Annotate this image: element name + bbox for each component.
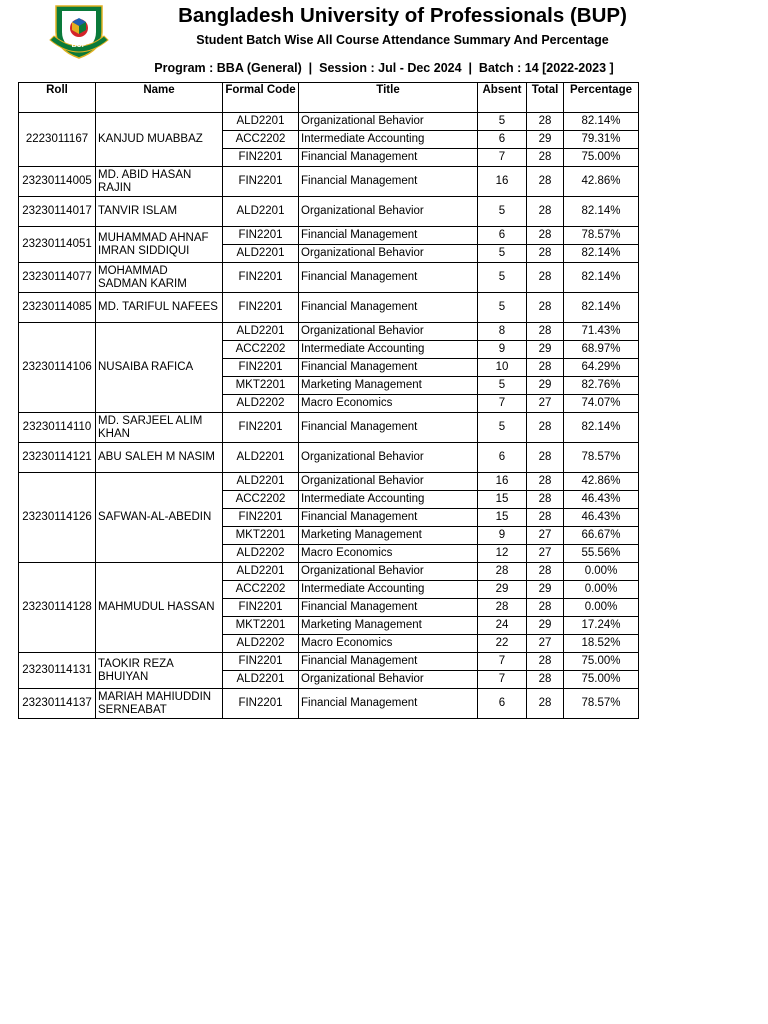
roll-cell: 2223011167 (19, 113, 96, 167)
absent-cell: 15 (478, 491, 527, 509)
formal-code-cell: ALD2201 (223, 197, 299, 227)
total-cell: 28 (527, 413, 564, 443)
column-header-title: Title (299, 83, 478, 113)
roll-cell: 23230114110 (19, 413, 96, 443)
title-cell: Intermediate Accounting (299, 341, 478, 359)
table-row (19, 689, 639, 719)
title-cell: Intermediate Accounting (299, 581, 478, 599)
percentage-cell: 82.14% (564, 413, 639, 443)
name-cell: MARIAH MAHIUDDIN SERNEABAT (96, 689, 223, 719)
name-cell: MD. ABID HASAN RAJIN (96, 167, 223, 197)
roll-cell: 23230114085 (19, 293, 96, 323)
title-cell: Organizational Behavior (299, 671, 478, 689)
absent-cell: 9 (478, 527, 527, 545)
percentage-cell: 78.57% (564, 689, 639, 719)
table-row (19, 113, 639, 131)
roll-cell: 23230114077 (19, 263, 96, 293)
absent-cell: 8 (478, 323, 527, 341)
title-cell: Organizational Behavior (299, 443, 478, 473)
column-header-absent: Absent (478, 83, 527, 113)
roll-cell: 23230114131 (19, 653, 96, 689)
percentage-cell: 0.00% (564, 563, 639, 581)
total-cell: 28 (527, 443, 564, 473)
absent-cell: 6 (478, 131, 527, 149)
formal-code-cell: FIN2201 (223, 359, 299, 377)
absent-cell: 5 (478, 113, 527, 131)
title-cell: Marketing Management (299, 617, 478, 635)
percentage-cell: 82.14% (564, 245, 639, 263)
table-body (19, 113, 639, 719)
percentage-cell: 0.00% (564, 599, 639, 617)
absent-cell: 12 (478, 545, 527, 563)
absent-cell: 7 (478, 653, 527, 671)
formal-code-cell: FIN2201 (223, 227, 299, 245)
formal-code-cell: FIN2201 (223, 167, 299, 197)
absent-cell: 16 (478, 167, 527, 197)
percentage-cell: 78.57% (564, 443, 639, 473)
percentage-cell: 82.14% (564, 113, 639, 131)
percentage-cell: 78.57% (564, 227, 639, 245)
table-row (19, 293, 639, 323)
absent-cell: 28 (478, 563, 527, 581)
absent-cell: 10 (478, 359, 527, 377)
roll-cell: 23230114128 (19, 563, 96, 653)
table-row (19, 563, 639, 581)
title-cell: Financial Management (299, 227, 478, 245)
name-cell: TAOKIR REZA BHUIYAN (96, 653, 223, 689)
absent-cell: 16 (478, 473, 527, 491)
name-cell: MAHMUDUL HASSAN (96, 563, 223, 653)
percentage-cell: 82.14% (564, 197, 639, 227)
total-cell: 28 (527, 359, 564, 377)
table-row (19, 413, 639, 443)
absent-cell: 5 (478, 263, 527, 293)
name-cell: NUSAIBA RAFICA (96, 323, 223, 413)
name-cell: KANJUD MUABBAZ (96, 113, 223, 167)
total-cell: 28 (527, 323, 564, 341)
percentage-cell: 75.00% (564, 671, 639, 689)
formal-code-cell: FIN2201 (223, 413, 299, 443)
percentage-cell: 46.43% (564, 509, 639, 527)
absent-cell: 5 (478, 377, 527, 395)
total-cell: 29 (527, 377, 564, 395)
roll-cell: 23230114017 (19, 197, 96, 227)
absent-cell: 24 (478, 617, 527, 635)
formal-code-cell: ACC2202 (223, 341, 299, 359)
absent-cell: 5 (478, 245, 527, 263)
title-cell: Organizational Behavior (299, 323, 478, 341)
percentage-cell: 79.31% (564, 131, 639, 149)
column-header-name: Name (96, 83, 223, 113)
title-cell: Organizational Behavior (299, 473, 478, 491)
title-cell: Financial Management (299, 293, 478, 323)
formal-code-cell: ALD2201 (223, 563, 299, 581)
title-cell: Intermediate Accounting (299, 491, 478, 509)
percentage-cell: 74.07% (564, 395, 639, 413)
university-name: Bangladesh University of Professionals (BUP) (178, 4, 627, 27)
formal-code-cell: ALD2201 (223, 245, 299, 263)
roll-cell: 23230114106 (19, 323, 96, 413)
name-cell: MOHAMMAD SADMAN KARIM (96, 263, 223, 293)
roll-cell: 23230114121 (19, 443, 96, 473)
title-cell: Financial Management (299, 653, 478, 671)
percentage-cell: 75.00% (564, 653, 639, 671)
roll-cell: 23230114051 (19, 227, 96, 263)
percentage-cell: 66.67% (564, 527, 639, 545)
formal-code-cell: ALD2202 (223, 395, 299, 413)
formal-code-cell: ALD2201 (223, 671, 299, 689)
absent-cell: 7 (478, 149, 527, 167)
percentage-cell: 17.24% (564, 617, 639, 635)
title-cell: Organizational Behavior (299, 113, 478, 131)
total-cell: 28 (527, 197, 564, 227)
name-cell: TANVIR ISLAM (96, 197, 223, 227)
absent-cell: 28 (478, 599, 527, 617)
absent-cell: 29 (478, 581, 527, 599)
total-cell: 29 (527, 581, 564, 599)
formal-code-cell: ALD2201 (223, 323, 299, 341)
total-cell: 27 (527, 527, 564, 545)
table-row (19, 443, 639, 473)
bup-logo (48, 2, 110, 60)
table-row (19, 263, 639, 293)
percentage-cell: 55.56% (564, 545, 639, 563)
percentage-cell: 46.43% (564, 491, 639, 509)
total-cell: 28 (527, 113, 564, 131)
absent-cell: 6 (478, 443, 527, 473)
table-row (19, 653, 639, 671)
total-cell: 29 (527, 341, 564, 359)
attendance-table (18, 82, 639, 719)
total-cell: 29 (527, 131, 564, 149)
table-row (19, 227, 639, 245)
total-cell: 28 (527, 671, 564, 689)
formal-code-cell: FIN2201 (223, 689, 299, 719)
formal-code-cell: ACC2202 (223, 131, 299, 149)
total-cell: 28 (527, 293, 564, 323)
total-cell: 28 (527, 509, 564, 527)
total-cell: 27 (527, 545, 564, 563)
roll-cell: 23230114137 (19, 689, 96, 719)
percentage-cell: 42.86% (564, 167, 639, 197)
column-header-percentage: Percentage (564, 83, 639, 113)
title-cell: Organizational Behavior (299, 197, 478, 227)
formal-code-cell: FIN2201 (223, 653, 299, 671)
formal-code-cell: ALD2201 (223, 443, 299, 473)
table-row (19, 167, 639, 197)
percentage-cell: 82.14% (564, 293, 639, 323)
title-cell: Macro Economics (299, 635, 478, 653)
percentage-cell: 0.00% (564, 581, 639, 599)
total-cell: 28 (527, 227, 564, 245)
percentage-cell: 42.86% (564, 473, 639, 491)
title-cell: Organizational Behavior (299, 245, 478, 263)
formal-code-cell: MKT2201 (223, 377, 299, 395)
total-cell: 28 (527, 491, 564, 509)
absent-cell: 9 (478, 341, 527, 359)
absent-cell: 6 (478, 689, 527, 719)
name-cell: MD. TARIFUL NAFEES (96, 293, 223, 323)
total-cell: 28 (527, 653, 564, 671)
formal-code-cell: ACC2202 (223, 491, 299, 509)
absent-cell: 22 (478, 635, 527, 653)
percentage-cell: 75.00% (564, 149, 639, 167)
total-cell: 27 (527, 635, 564, 653)
title-cell: Financial Management (299, 509, 478, 527)
percentage-cell: 82.14% (564, 263, 639, 293)
title-cell: Financial Management (299, 263, 478, 293)
name-cell: MUHAMMAD AHNAF IMRAN SIDDIQUI (96, 227, 223, 263)
formal-code-cell: FIN2201 (223, 149, 299, 167)
formal-code-cell: ALD2202 (223, 545, 299, 563)
formal-code-cell: ALD2202 (223, 635, 299, 653)
formal-code-cell: ALD2201 (223, 113, 299, 131)
total-cell: 28 (527, 599, 564, 617)
title-cell: Financial Management (299, 413, 478, 443)
percentage-cell: 71.43% (564, 323, 639, 341)
title-cell: Macro Economics (299, 395, 478, 413)
program-line: Program : BBA (General) | Session : Jul - Dec 2024 | Batch : 14 [2022-2023 ] (154, 61, 614, 75)
table-row (19, 323, 639, 341)
logo-text: BUP (71, 42, 87, 49)
total-cell: 28 (527, 563, 564, 581)
formal-code-cell: ALD2201 (223, 473, 299, 491)
column-header-roll: Roll (19, 83, 96, 113)
formal-code-cell: FIN2201 (223, 293, 299, 323)
absent-cell: 6 (478, 227, 527, 245)
column-header-total: Total (527, 83, 564, 113)
absent-cell: 5 (478, 413, 527, 443)
title-cell: Intermediate Accounting (299, 131, 478, 149)
percentage-cell: 64.29% (564, 359, 639, 377)
formal-code-cell: MKT2201 (223, 527, 299, 545)
title-cell: Financial Management (299, 359, 478, 377)
percentage-cell: 18.52% (564, 635, 639, 653)
title-cell: Macro Economics (299, 545, 478, 563)
absent-cell: 5 (478, 293, 527, 323)
formal-code-cell: MKT2201 (223, 617, 299, 635)
title-cell: Marketing Management (299, 527, 478, 545)
name-cell: SAFWAN-AL-ABEDIN (96, 473, 223, 563)
title-cell: Organizational Behavior (299, 563, 478, 581)
table-header-row (19, 83, 639, 113)
total-cell: 28 (527, 473, 564, 491)
name-cell: ABU SALEH M NASIM (96, 443, 223, 473)
table-row (19, 473, 639, 491)
total-cell: 28 (527, 689, 564, 719)
total-cell: 29 (527, 617, 564, 635)
total-cell: 27 (527, 395, 564, 413)
formal-code-cell: FIN2201 (223, 599, 299, 617)
title-cell: Financial Management (299, 599, 478, 617)
percentage-cell: 82.76% (564, 377, 639, 395)
title-cell: Financial Management (299, 149, 478, 167)
percentage-cell: 68.97% (564, 341, 639, 359)
table-row (19, 197, 639, 227)
report-title: Student Batch Wise All Course Attendance Summary And Percentage (196, 33, 609, 47)
absent-cell: 7 (478, 395, 527, 413)
column-header-formal-code: Formal Code (223, 83, 299, 113)
absent-cell: 5 (478, 197, 527, 227)
title-cell: Financial Management (299, 689, 478, 719)
title-cell: Financial Management (299, 167, 478, 197)
absent-cell: 15 (478, 509, 527, 527)
absent-cell: 7 (478, 671, 527, 689)
title-cell: Marketing Management (299, 377, 478, 395)
total-cell: 28 (527, 167, 564, 197)
formal-code-cell: FIN2201 (223, 263, 299, 293)
formal-code-cell: ACC2202 (223, 581, 299, 599)
total-cell: 28 (527, 149, 564, 167)
roll-cell: 23230114126 (19, 473, 96, 563)
name-cell: MD. SARJEEL ALIM KHAN (96, 413, 223, 443)
formal-code-cell: FIN2201 (223, 509, 299, 527)
total-cell: 28 (527, 263, 564, 293)
roll-cell: 23230114005 (19, 167, 96, 197)
total-cell: 28 (527, 245, 564, 263)
